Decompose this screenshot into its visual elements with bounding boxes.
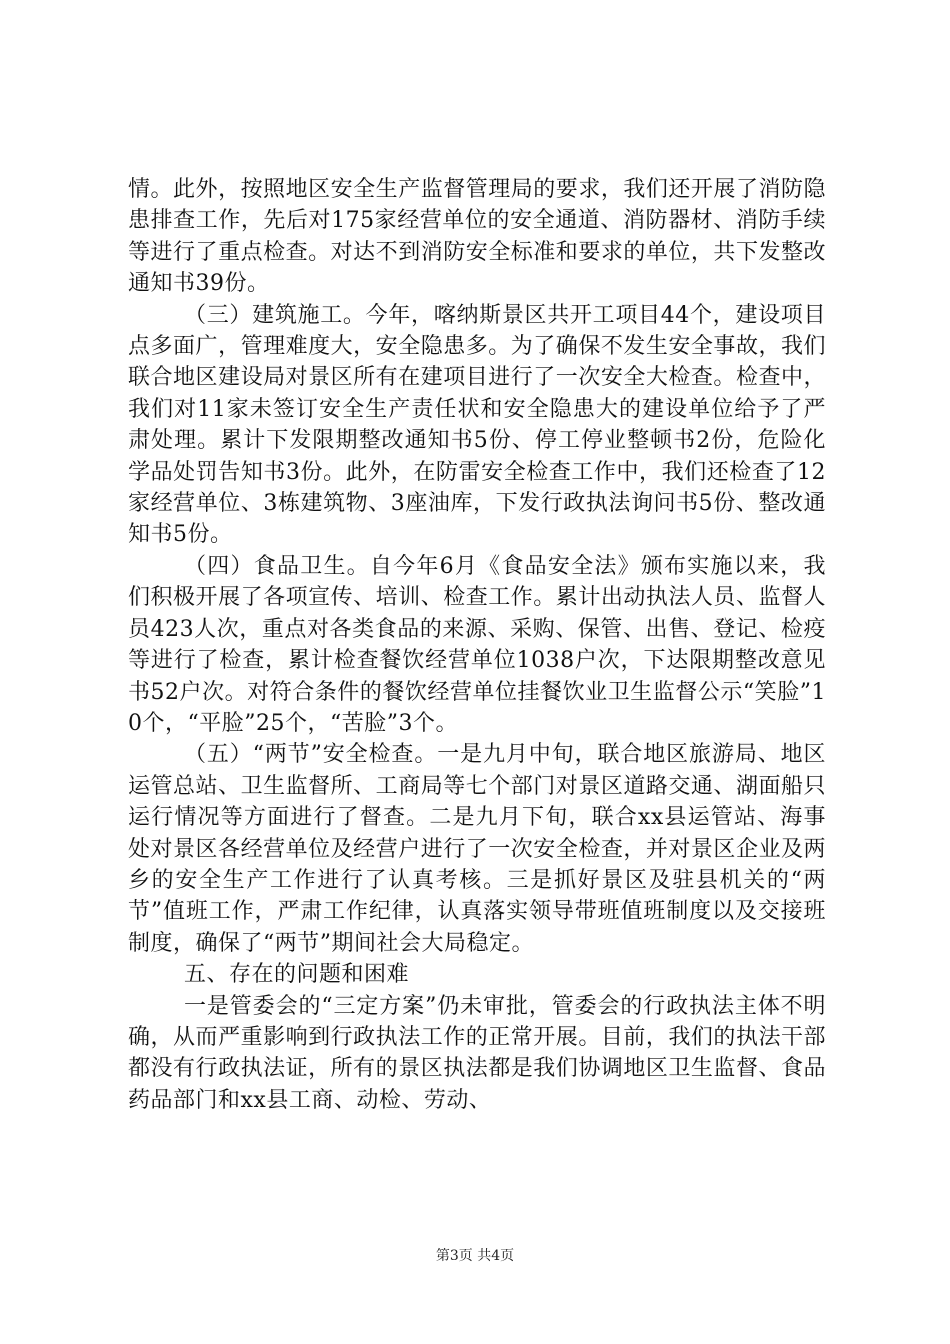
paragraph-holiday-inspection: （五）“两节”安全检查。一是九月中旬，联合地区旅游局、地区运管总站、卫生监督所、工商局等七个部门对景区道路交通、湖面船只运行情况等方面进行了督查。二是九月下旬，联合xx县运管站、海事处对景区各经营单位及经营户进行了一次安全检查，并对景区企业及两乡的安全生产工作进行了认真考核。三是抓好景区及驻县机关的“两节”值班工作，严肃工作纪律，认真落实领导带班值班制度以及交接班制度，确保了“两节”期间社会大局稳定。 [128,742,826,956]
paragraph-fire-safety: 情。此外，按照地区安全生产监督管理局的要求，我们还开展了消防隐患排查工作，先后对175家经营单位的安全通道、消防器材、消防手续等进行了重点检查。对达不到消防安全标准和要求的单位，共下发整改通知书39份。 [128,177,826,297]
document-body [128,174,826,1116]
paragraph-food-hygiene: （四）食品卫生。自今年6月《食品安全法》颁布实施以来，我们积极开展了各项宣传、培训、检查工作。累计出动执法人员、监督人员423人次，重点对各类食品的来源、采购、保管、出售、登记、检疫等进行了检查，累计检查餐饮经营单位1038户次，下达限期整改意见书52户次。对符合条件的餐饮经营单位挂餐饮业卫生监督公示“笑脸”10个，“平脸”25个，“苦脸”3个。 [128,553,826,736]
section-heading-problems: 五、存在的问题和困难 [184,962,410,988]
page-footer: 第3页 共4页 [435,1248,515,1264]
paragraph-construction: （三）建筑施工。今年，喀纳斯景区共开工项目44个，建设项目点多面广，管理难度大，安全隐患多。为了确保不发生安全事故，我们联合地区建设局对景区所有在建项目进行了一次安全大检查。检查中，我们对11家未签订安全生产责任状和安全隐患大的建设单位给予了严肃处理。累计下发限期整改通知书5份、停工停业整顿书2份，危险化学品处罚告知书3份。此外，在防雷安全检查工作中，我们还检查了12家经营单位、3栋建筑物、3座油库，下发行政执法询问书5份、整改通知书5份。 [128,302,826,548]
paragraph-problem-one: 一是管委会的“三定方案”仍未审批，管委会的行政执法主体不明确，从而严重影响到行政执法工作的正常开展。目前，我们的执法干部都没有行政执法证，所有的景区执法都是我们协调地区卫生监督、食品药品部门和xx县工商、动检、劳动、 [128,993,826,1113]
